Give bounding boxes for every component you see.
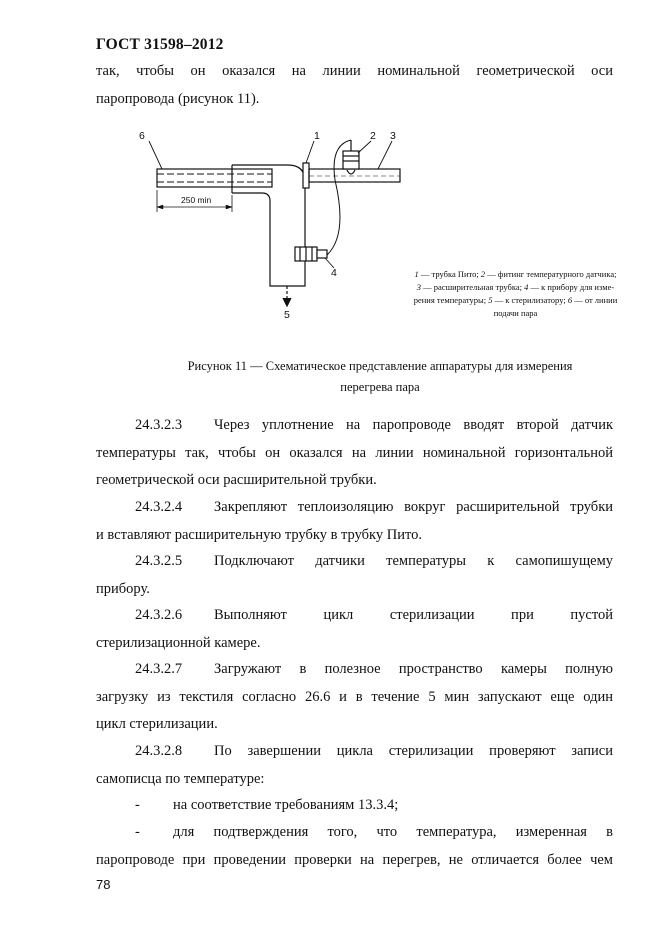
page-number: 78 [96, 877, 111, 892]
caption-line: Рисунок 11 — Схематическое представление аппаратуры для измерения [187, 359, 573, 373]
temperature-sensor-fitting [343, 151, 359, 169]
paragraph-line: Выполняют цикл стерилизации при пустой [214, 607, 613, 623]
list-dash: - [135, 797, 140, 813]
paragraph-line: Загружают в полезное пространство камеры полную [214, 661, 613, 677]
clause-number: 24.3.2.7 [135, 661, 183, 677]
legend-number: 2 [480, 269, 486, 279]
list-item-text: для подтверждения того, что температура, измеренная в [173, 824, 613, 840]
legend-number: 3 [416, 282, 422, 292]
legend-text: — трубка Пито; [418, 269, 481, 279]
list-item [96, 819, 613, 874]
legend-text: — от линии [572, 295, 618, 305]
paragraph-line: Через уплотнение на паропроводе вводят второй датчик [214, 417, 613, 433]
label-3: 3 [390, 130, 396, 142]
legend-number: 1 [414, 269, 419, 279]
paragraph-line: стерилизационной камере. [96, 634, 261, 651]
label-6: 6 [139, 130, 145, 142]
paragraph-24-3-2-6 [96, 602, 613, 657]
paragraph-24-3-2-3 [96, 412, 613, 495]
clause-number: 24.3.2.3 [135, 417, 183, 433]
paragraph-line: прибору. [96, 580, 150, 597]
list-item [96, 792, 613, 820]
paragraph-line: загрузку из текстиля согласно 26.6 и в течение 5 мин запускают еще один [96, 688, 613, 705]
list-item-text: на соответствие требованиям 13.3.4; [173, 797, 399, 813]
clause-number: 24.3.2.6 [135, 607, 183, 623]
figure-legend [393, 268, 638, 320]
document-header: ГОСТ 31598–2012 [96, 36, 224, 53]
paragraph-24-3-2-5 [96, 548, 613, 603]
legend-text: — к стерилизатору; [492, 295, 568, 305]
label-4: 4 [331, 267, 337, 279]
dimension-label: 250 min [181, 195, 212, 205]
legend-text: рения температуры; [413, 295, 489, 305]
label-5: 5 [284, 309, 290, 321]
legend-text: — к прибору для изме- [528, 282, 615, 292]
intro-line: так, чтобы он оказался на линии номинальной геометрической оси [96, 63, 613, 79]
clause-number: 24.3.2.5 [135, 553, 183, 569]
paragraph-24-3-2-8 [96, 738, 613, 793]
paragraph-line: геометрической оси расширительной трубки. [96, 472, 377, 488]
label-1: 1 [314, 130, 320, 142]
paragraph-line: Закрепляют теплоизоляцию вокруг расширительной трубки [214, 499, 613, 515]
list-dash: - [135, 824, 140, 840]
legend-text: — расширительная трубка; [421, 282, 525, 292]
intro-line: паропровода (рисунок 11). [96, 90, 260, 107]
clause-number: 24.3.2.4 [135, 499, 183, 515]
steam-supply-pipe [157, 169, 272, 187]
legend-text: — фитинг температурного датчика; [485, 269, 617, 279]
caption-line: перегрева пара [340, 380, 420, 394]
pitot-tube [287, 165, 305, 286]
clause-number: 24.3.2.8 [135, 743, 183, 759]
paragraph-line: самописца по температуре: [96, 770, 265, 787]
paragraph-24-3-2-7 [96, 656, 613, 739]
paragraph-line: По завершении цикла стерилизации проверяют записи [214, 743, 613, 759]
list-item-text: паропроводе при проведении проверки на перегрев, не отличается более чем [96, 851, 613, 868]
figure-caption [150, 356, 610, 398]
paragraph-line: и вставляют расширительную трубку в трубку Пито. [96, 526, 423, 543]
legend-text: подачи пара [493, 308, 538, 318]
paragraph-line: температуры так, чтобы он оказался на линии номинальной горизонтальной [96, 444, 613, 461]
paragraph-line: цикл стерилизации. [96, 716, 218, 732]
legend-number: 5 [488, 295, 493, 305]
label-2: 2 [370, 130, 376, 142]
paragraph-24-3-2-4 [96, 494, 613, 549]
legend-number: 4 [524, 282, 529, 292]
legend-number: 6 [567, 295, 573, 305]
paragraph-line: Подключают датчики температуры к самопишущему [214, 553, 613, 569]
